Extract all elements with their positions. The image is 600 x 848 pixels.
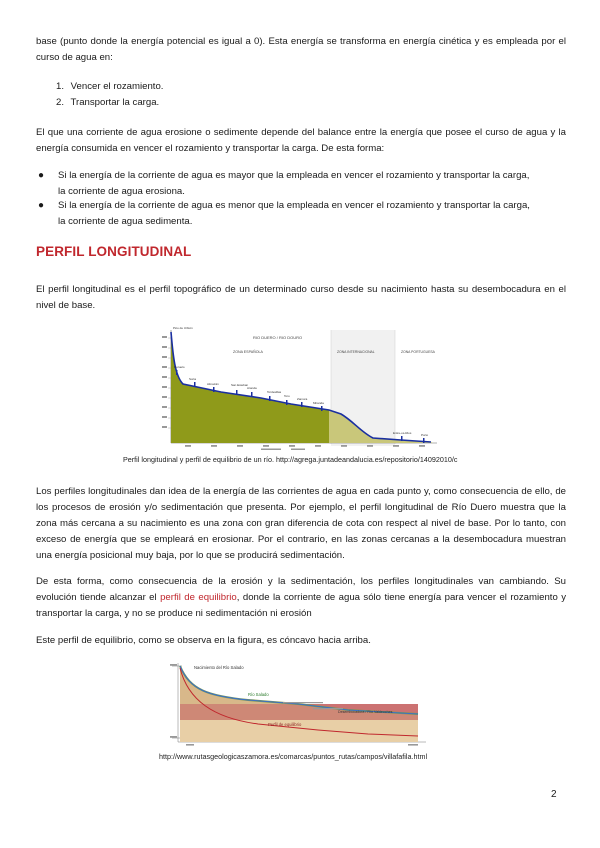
balance-paragraph: El que una corriente de agua erosione o sedimente depende del balance entre la energía que posee el curso de agua y la energía consumida en vencer el rozamiento y transportar la carga. De esta forma: <box>36 127 566 154</box>
figure2-top-label: Nacimiento del Río Salado <box>194 665 244 670</box>
equilibrium-text-start: De esta forma, como consecuencia de la erosión y la sedimentación, los perfiles longitudinales van cambiando. Su evolución tiende alcanzar el <box>36 576 566 603</box>
bullet-text: Si la energía de la corriente de agua es menor que la empleada en vencer el rozamiento y transportar la carga, la corriente de agua sedimenta. <box>58 200 530 227</box>
bullet-icon: ● <box>38 170 45 181</box>
figure2-caption: http://www.rutasgeologicaszamora.es/comarcas/puntos_rutas/campos/villafafila.html <box>159 752 428 761</box>
svg-text:San Esteban: San Esteban <box>231 383 249 387</box>
definition-paragraph: El perfil longitudinal es el perfil topográfico de un determinado curso desde su nacimiento hasta su desembocadura en el nivel de base. <box>36 284 566 311</box>
zone-es-label: ZONA ESPAÑOLA <box>233 350 263 354</box>
svg-text:Duruelo: Duruelo <box>174 365 185 369</box>
equilibrium-text-end: , donde la corriente de agua sólo tiene energía para vencer el rozamiento y transportar la carga, y no se produce ni sedimentación ni erosión <box>36 592 566 619</box>
svg-text:Porto: Porto <box>421 433 429 437</box>
list-item <box>56 79 163 95</box>
list-number: 2. <box>56 97 65 108</box>
bullet-item <box>38 198 538 230</box>
svg-text:Miranda: Miranda <box>313 401 324 405</box>
duero-profile-figure <box>161 326 441 451</box>
concave-paragraph: Este perfil de equilibrio, como se observa en la figura, es cóncavo hacia arriba. <box>36 635 371 646</box>
bullet-text: Si la energía de la corriente de agua es mayor que la empleada en vencer el rozamiento y transportar la carga, la corriente de agua erosiona. <box>58 170 530 197</box>
list-item <box>56 95 159 111</box>
svg-text:Entre-os-Rios: Entre-os-Rios <box>393 431 412 435</box>
svg-text:Pico de Urbión: Pico de Urbión <box>173 326 193 330</box>
svg-text:Toro: Toro <box>284 394 290 398</box>
figure1-caption: Perfil longitudinal y perfil de equilibrio de un río. http://agrega.juntadeandalucia.es/repositorio/14092010/c <box>123 455 458 464</box>
intro-paragraph: base (punto donde la energía potencial es igual a 0). Esta energía se transforma en energía cinética y es empleada por el curso de agua en: <box>36 36 566 63</box>
figure1-title: RIO DUERO / RIO DOURO <box>253 335 303 340</box>
list-text: Vencer el rozamiento. <box>70 81 164 92</box>
equilibrium-paragraph <box>36 574 566 622</box>
equilibrium-profile-figure <box>168 660 430 750</box>
energy-paragraph: Los perfiles longitudinales dan idea de la energía de las corrientes de agua en cada punto y, como consecuencia de ello, de los procesos de erosión y/o sedimentación que presenta. Por ejemplo, el perfil longitudinal de Río Duero muestra que la zona más cercana a su nacimiento es una zona con gran diferencia de cota con respect al nivel de base. Por lo tanto, con exceso de energía que se empleará en erosionar. Por el contrario, en las zonas cercanas a la desembocadura muestran una energía posicional muy baja, por lo que se producirá sedimentación. <box>36 486 566 561</box>
list-number: 1. <box>56 81 65 92</box>
bullet-item <box>38 168 538 200</box>
svg-text:Aranda: Aranda <box>247 386 257 390</box>
figure2-mouth-label: Desembocadura / Río Valdeoches <box>338 710 393 714</box>
svg-text:Soria: Soria <box>189 377 197 381</box>
svg-text:Almazán: Almazán <box>207 382 219 386</box>
zone-int-label: ZONA INTERNACIONAL <box>337 350 375 354</box>
page-number: 2 <box>551 789 557 800</box>
section-heading: PERFIL LONGITUDINAL <box>36 244 192 259</box>
svg-text:Tordesillas: Tordesillas <box>267 390 282 394</box>
zone-pt-label: ZONA PORTUGUESA <box>401 350 435 354</box>
bullet-icon: ● <box>38 200 45 211</box>
svg-text:Zamora: Zamora <box>297 397 308 401</box>
figure2-river-label: Río Salado <box>248 692 269 697</box>
equilibrium-link[interactable]: perfil de equilibrio <box>160 592 237 603</box>
figure2-eq-label: Perfil de equilibrio <box>268 722 302 727</box>
list-text: Transportar la carga. <box>70 97 160 108</box>
